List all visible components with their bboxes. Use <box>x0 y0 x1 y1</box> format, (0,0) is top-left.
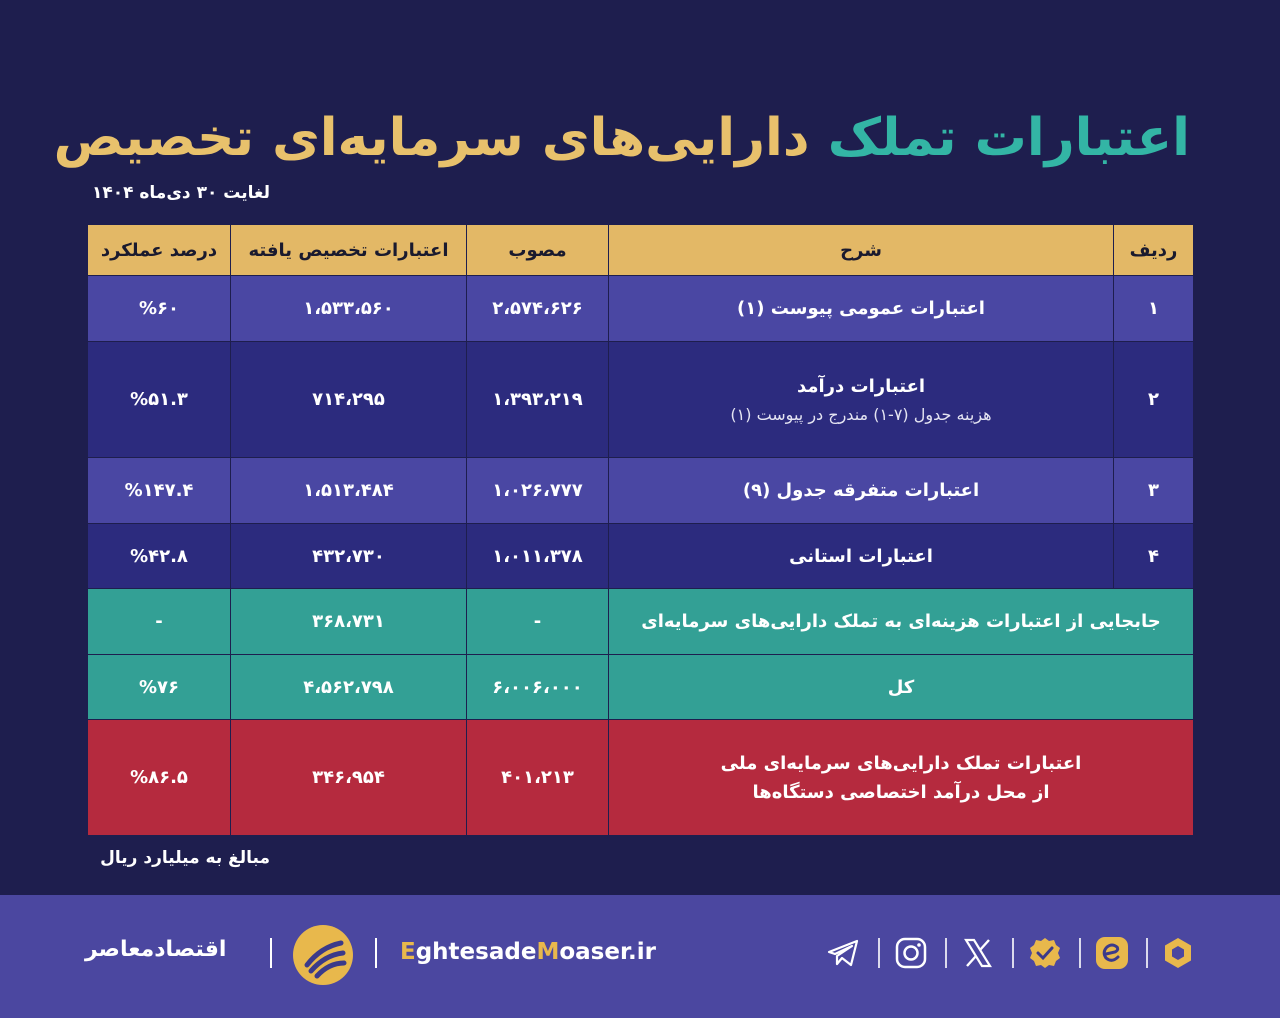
table-row <box>88 276 1194 342</box>
row-number: ۲ <box>1114 342 1194 458</box>
brand-logo <box>293 925 353 985</box>
row-number: ۴ <box>1114 524 1194 589</box>
title-part-gold: دارایی‌های سرمایه‌ای تخصیص <box>53 108 810 168</box>
national-allocated: ۳۴۶،۹۵۴ <box>231 720 467 836</box>
credits-table <box>87 224 1194 836</box>
divider <box>878 938 880 968</box>
table-row <box>88 458 1194 524</box>
transfer-row <box>88 589 1194 655</box>
divider <box>270 938 272 968</box>
row-description <box>609 342 1114 458</box>
row-approved: ۱،۰۲۶،۷۷۷ <box>467 458 609 524</box>
transfer-allocated: ۳۶۸،۷۳۱ <box>231 589 467 655</box>
total-allocated: ۴،۵۶۲،۷۹۸ <box>231 655 467 720</box>
row-description-main: اعتبارات درآمد <box>796 375 926 397</box>
total-approved: ۶،۰۰۶،۰۰۰ <box>467 655 609 720</box>
site-tld: .ir <box>628 939 656 965</box>
row-description: اعتبارات استانی <box>609 524 1114 589</box>
transfer-percent: - <box>88 589 231 655</box>
row-allocated: ۱،۵۱۳،۴۸۴ <box>231 458 467 524</box>
national-line-2: از محل درآمد اختصاصی دستگاه‌ها <box>752 781 1050 803</box>
row-percent: %۶۰ <box>88 276 231 342</box>
row-description-sub: هزینه جدول (۷-۱) مندرج در پیوست (۱) <box>730 404 992 424</box>
rubika-icon[interactable] <box>1160 935 1196 971</box>
transfer-approved: - <box>467 589 609 655</box>
date-subtitle: لغایت ۳۰ دی‌ماه ۱۴۰۴ <box>91 183 270 203</box>
row-number: ۳ <box>1114 458 1194 524</box>
divider <box>945 938 947 968</box>
row-number: ۱ <box>1114 276 1194 342</box>
transfer-description: جابجایی از اعتبارات هزینه‌ای به تملک دارایی‌های سرمایه‌ای <box>609 589 1194 655</box>
divider <box>1012 938 1014 968</box>
website-link[interactable] <box>400 939 656 965</box>
national-row <box>88 720 1194 836</box>
row-allocated: ۱،۵۳۳،۵۶۰ <box>231 276 467 342</box>
national-line-1: اعتبارات تملک دارایی‌های سرمایه‌ای ملی <box>720 752 1082 774</box>
site-letter-m: M <box>536 939 560 965</box>
total-percent: %۷۶ <box>88 655 231 720</box>
header-percent: درصد عملکرد <box>88 225 231 276</box>
table-row <box>88 342 1194 458</box>
row-description: اعتبارات عمومی پیوست (۱) <box>609 276 1114 342</box>
divider <box>1079 938 1081 968</box>
national-description <box>609 720 1194 836</box>
row-allocated: ۷۱۴،۲۹۵ <box>231 342 467 458</box>
total-description: کل <box>609 655 1194 720</box>
row-percent: %۱۴۷.۴ <box>88 458 231 524</box>
row-approved: ۱،۰۱۱،۳۷۸ <box>467 524 609 589</box>
telegram-icon[interactable] <box>825 935 861 971</box>
row-allocated: ۴۳۲،۷۳۰ <box>231 524 467 589</box>
total-row <box>88 655 1194 720</box>
site-part-1: ghtesade <box>415 939 537 965</box>
divider <box>1146 938 1148 968</box>
table-header-row <box>88 225 1194 276</box>
row-description: اعتبارات متفرقه جدول (۹) <box>609 458 1114 524</box>
header-row-number: ردیف <box>1114 225 1194 276</box>
header-approved: مصوب <box>467 225 609 276</box>
table-row <box>88 524 1194 589</box>
row-approved: ۱،۳۹۳،۲۱۹ <box>467 342 609 458</box>
instagram-icon[interactable] <box>893 935 929 971</box>
header-description: شرح <box>609 225 1114 276</box>
site-letter-e: E <box>400 939 416 965</box>
national-approved: ۴۰۱،۲۱۳ <box>467 720 609 836</box>
header-allocated: اعتبارات تخصیص یافته <box>231 225 467 276</box>
site-part-2: oaser <box>559 939 629 965</box>
logo-icon <box>293 925 353 985</box>
eitaa-icon[interactable] <box>1094 935 1130 971</box>
unit-note: مبالغ به میلیارد ریال <box>100 848 270 868</box>
row-percent: %۴۲.۸ <box>88 524 231 589</box>
title-part-teal: اعتبارات تملک <box>827 108 1190 168</box>
row-approved: ۲،۵۷۴،۶۲۶ <box>467 276 609 342</box>
verified-icon[interactable] <box>1027 935 1063 971</box>
x-icon[interactable] <box>960 935 996 971</box>
row-percent: %۵۱.۳ <box>88 342 231 458</box>
brand-name: اقتصادمعاصر <box>85 937 227 962</box>
national-percent: %۸۶.۵ <box>88 720 231 836</box>
page-title <box>53 88 1190 188</box>
divider <box>375 938 377 968</box>
